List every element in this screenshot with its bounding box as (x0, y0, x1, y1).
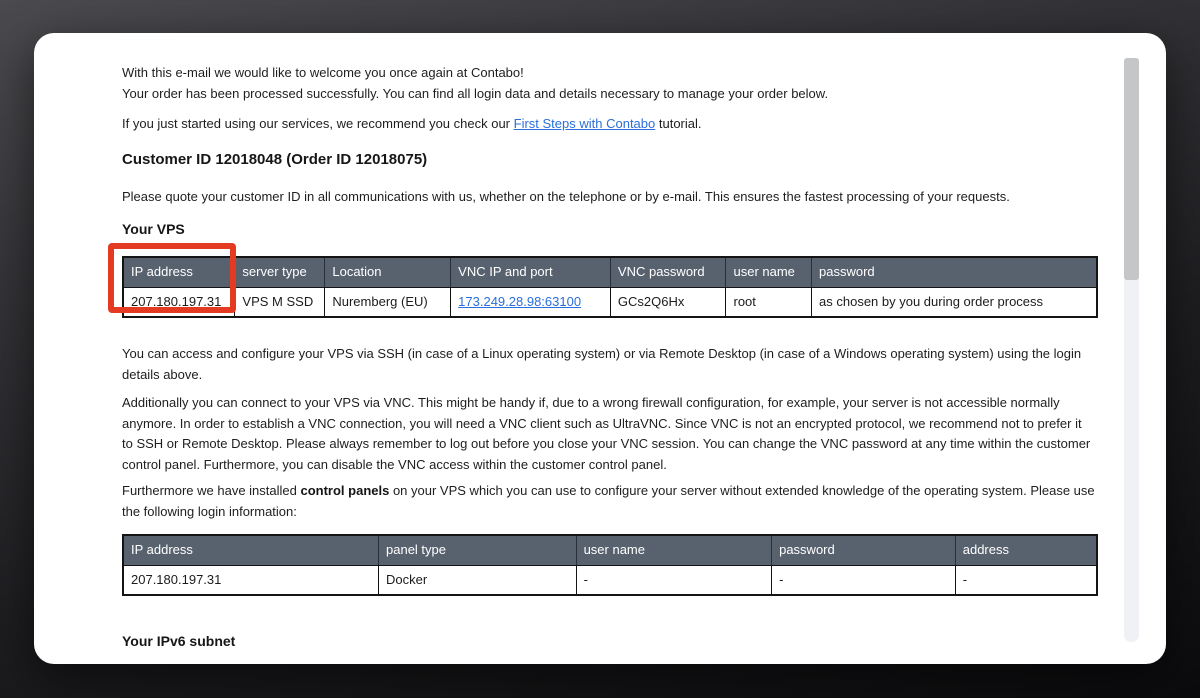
column-header-user-name: user name (576, 535, 772, 565)
column-header-vnc-password: VNC password (610, 257, 726, 287)
control-panels-paragraph (122, 481, 1096, 522)
quote-paragraph: Please quote your customer ID in all communications with us, whether on the telephone or by e-mail. This ensures the fastest processing of your requests. (122, 188, 1010, 204)
cell-ip-address: 207.180.197.31 (123, 565, 379, 595)
column-header-location: Location (325, 257, 451, 287)
tutorial-text-after: tutorial. (655, 116, 702, 131)
column-header-address: address (955, 535, 1097, 565)
panel-table-header-row (123, 535, 1097, 565)
customer-id-heading: Customer ID 12018048 (Order ID 12018075) (122, 150, 428, 168)
column-header-server-type: server type (235, 257, 325, 287)
ipv6-heading: Your IPv6 subnet (122, 633, 236, 649)
cell-vnc-ip-port (451, 287, 611, 317)
panels-text-after: on your VPS which you can use to configure your server without extended knowledge of the operating system. Please use the following login information: (122, 483, 1095, 519)
cell-password: as chosen by you during order process (812, 287, 1097, 317)
access-paragraph: You can access and configure your VPS via SSH (in case of a Linux operating system) or via Remote Desktop (in case of a Windows operating system) using the login details above. (122, 346, 1082, 382)
cell-server-type: VPS M SSD (235, 287, 325, 317)
cell-panel-type: Docker (379, 565, 577, 595)
control-panel-table (122, 534, 1098, 596)
intro-paragraph (122, 63, 1096, 104)
vps-heading: Your VPS (122, 221, 185, 237)
column-header-password: password (772, 535, 956, 565)
cell-address: - (955, 565, 1097, 595)
vnc-paragraph: Additionally you can connect to your VPS via VNC. This might be handy if, due to a wrong firewall configuration, for example, your server is not accessible normally anymore. In order to establish a VNC connection, you will need a VNC client such as UltraVNC. Since VNC is not an encrypted protocol, we recommend not to prefer it to SSH or Remote Desktop. Please always remember to log out before you close your VNC session. You can change the VNC password at any time within the customer control panel. Furthermore, you can disable the VNC access within the customer control panel. (122, 395, 1091, 472)
cell-location: Nuremberg (EU) (325, 287, 451, 317)
column-header-ip-address: IP address (123, 535, 379, 565)
intro-line-2: Your order has been processed successfully. You can find all login data and details necessary to manage your order below. (122, 85, 829, 101)
cell-ip-address: 207.180.197.31 (123, 287, 235, 317)
vps-table-row (123, 287, 1097, 317)
intro-line-1: With this e-mail we would like to welcome you once again at Contabo! (122, 65, 524, 80)
vnc-ip-port-link[interactable]: 173.249.28.98:63100 (458, 293, 582, 309)
column-header-vnc-ip-port: VNC IP and port (451, 257, 611, 287)
first-steps-link[interactable]: First Steps with Contabo (513, 116, 656, 131)
cell-vnc-password: GCs2Q6Hx (610, 287, 726, 317)
cell-password: - (772, 565, 956, 595)
scrollbar-track[interactable] (1124, 58, 1139, 642)
vps-table-header-row (123, 257, 1097, 287)
column-header-password: password (812, 257, 1097, 287)
vps-table (122, 256, 1098, 318)
tutorial-text-before: If you just started using our services, we recommend you check our (122, 116, 514, 131)
panels-text-before: Furthermore we have installed (122, 483, 301, 498)
tutorial-paragraph (122, 114, 1096, 135)
cell-user-name: root (726, 287, 812, 317)
control-panels-bold: control panels (300, 483, 390, 498)
scrollbar-thumb[interactable] (1124, 58, 1139, 280)
cell-user-name: - (576, 565, 772, 595)
column-header-panel-type: panel type (379, 535, 577, 565)
column-header-ip-address: IP address (123, 257, 235, 287)
column-header-user-name: user name (726, 257, 812, 287)
email-body (34, 33, 1166, 664)
panel-table-row (123, 565, 1097, 595)
email-viewer-panel (34, 33, 1166, 664)
